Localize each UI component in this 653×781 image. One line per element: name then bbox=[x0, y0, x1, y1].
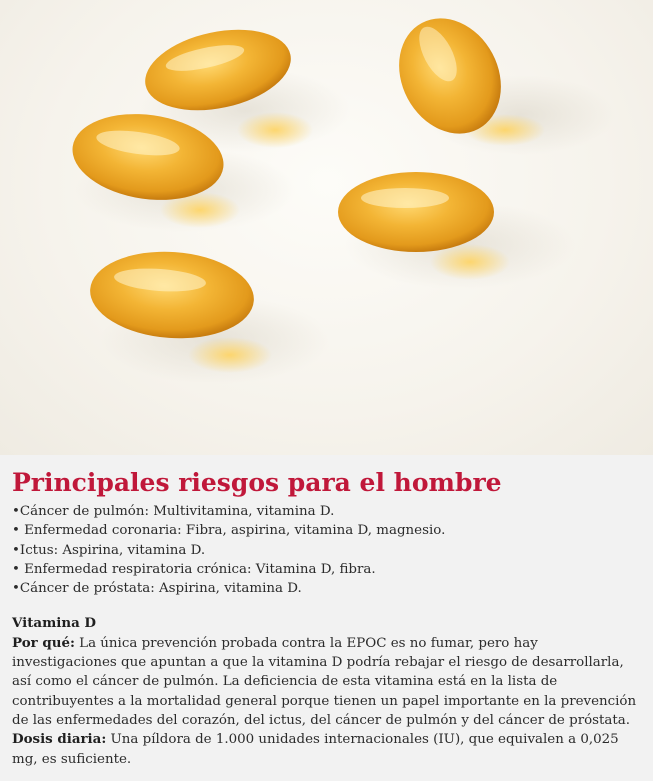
list-item: • Enfermedad coronaria: Fibra, aspirina, vitamina D, magnesio. bbox=[12, 523, 446, 539]
section-heading: Vitamina D bbox=[12, 615, 97, 632]
capsule bbox=[87, 246, 330, 384]
list-item: •Cáncer de próstata: Aspirina, vitamina D. bbox=[12, 581, 302, 597]
list-item: • Enfermedad respiratoria crónica: Vitamina D, fibra. bbox=[12, 561, 376, 577]
capsule bbox=[338, 172, 575, 289]
article-body bbox=[0, 455, 653, 781]
dose-paragraph bbox=[12, 730, 641, 769]
list-item: •Cáncer de pulmón: Multivitamina, vitamina D. bbox=[12, 504, 335, 519]
why-text: La única prevención probada contra la EPOC es no fumar, pero hay investigaciones que apuntan a que la vitamina D podría rebajar el riesgo de desarrollarla, así como el cáncer de pulmón. La deficiencia de esta vitamina está en la lista de contribuyentes a la mortalidad general porque tienen un papel importante en la prevención de las enfermedades del corazón, del ictus, del cáncer de pulmón y del cáncer de próstata. bbox=[12, 635, 637, 728]
article-title: Principales riesgos para el hombre bbox=[12, 468, 502, 497]
why-label: Por qué: bbox=[12, 634, 75, 651]
dose-label: Dosis diaria: bbox=[12, 731, 107, 748]
capsule bbox=[379, 0, 615, 155]
list-item: •Ictus: Aspirina, vitamina D. bbox=[12, 542, 206, 558]
spacer bbox=[12, 598, 641, 614]
risk-list bbox=[12, 502, 641, 598]
why-paragraph bbox=[12, 634, 641, 730]
dose-text: Una píldora de 1.000 unidades internacionales (IU), que equivalen a 0,025 mg, es suficiente. bbox=[12, 732, 619, 767]
